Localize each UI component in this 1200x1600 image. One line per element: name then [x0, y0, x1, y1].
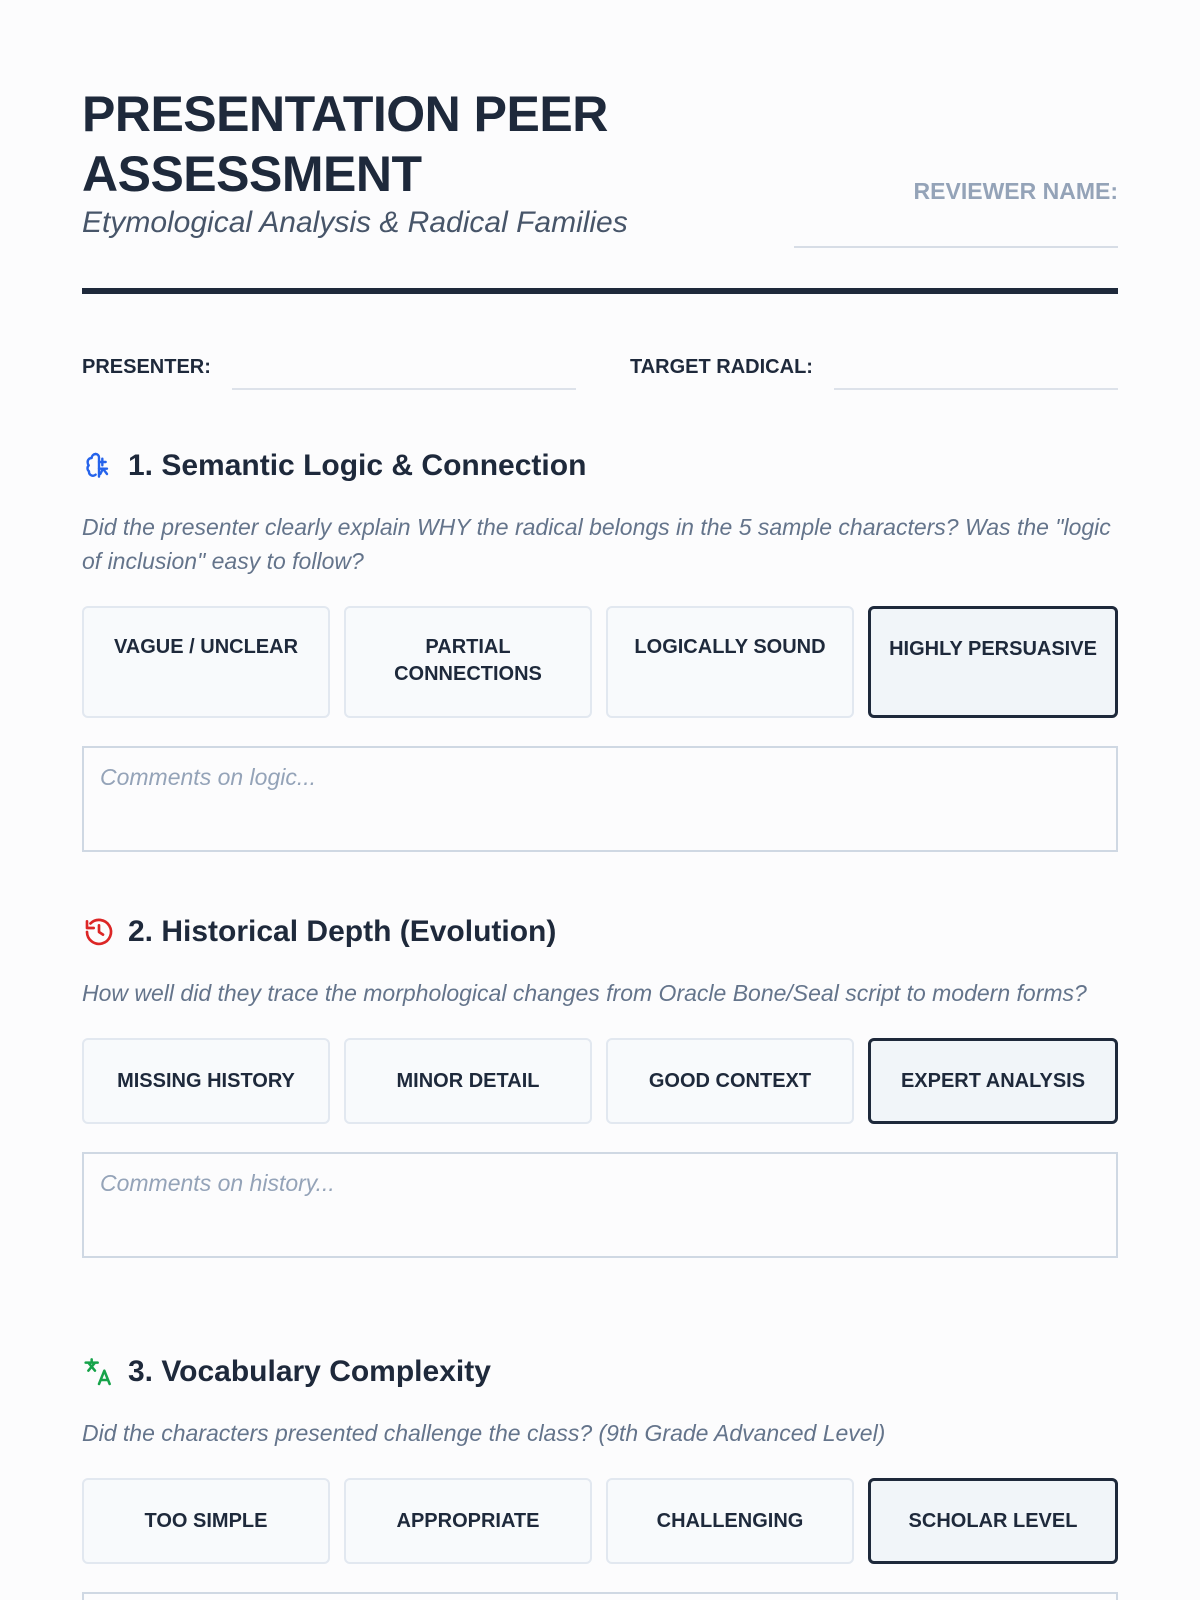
- rating-option-challenging[interactable]: CHALLENGING: [606, 1478, 854, 1564]
- presenter-row: [82, 356, 1118, 392]
- rating-option-sound[interactable]: LOGICALLY SOUND: [606, 606, 854, 718]
- history-icon: [82, 915, 116, 949]
- rating-option-partial[interactable]: PARTIAL CONNECTIONS: [344, 606, 592, 718]
- history-comments-input[interactable]: [82, 1152, 1118, 1258]
- header-divider: [82, 288, 1118, 294]
- reviewer-name-field[interactable]: [794, 246, 1118, 248]
- rating-option-scholar[interactable]: SCHOLAR LEVEL: [868, 1478, 1118, 1564]
- target-radical-field[interactable]: [834, 388, 1118, 390]
- section-title: 2. Historical Depth (Evolution): [128, 915, 557, 948]
- section-title: 3. Vocabulary Complexity: [128, 1355, 491, 1388]
- rating-options: [82, 1038, 1118, 1124]
- page-title: PRESENTATION PEER ASSESSMENT: [82, 86, 608, 202]
- section-header: [82, 1352, 1118, 1392]
- rating-option-minor[interactable]: MINOR DETAIL: [344, 1038, 592, 1124]
- rating-option-persuasive[interactable]: HIGHLY PERSUASIVE: [868, 606, 1118, 718]
- section-header: [82, 912, 1118, 952]
- vocabulary-comments-input[interactable]: [82, 1592, 1118, 1600]
- section-description: Did the characters presented challenge the class? (9th Grade Advanced Level): [82, 1420, 886, 1446]
- section-header: [82, 446, 1118, 486]
- rating-options: [82, 1478, 1118, 1564]
- rating-options: [82, 606, 1118, 718]
- reviewer-name-label: REVIEWER NAME:: [913, 178, 1118, 204]
- rating-option-vague[interactable]: VAGUE / UNCLEAR: [82, 606, 330, 718]
- rating-option-appropriate[interactable]: APPROPRIATE: [344, 1478, 592, 1564]
- translate-icon: [82, 1355, 116, 1389]
- rating-option-missing[interactable]: MISSING HISTORY: [82, 1038, 330, 1124]
- target-radical-label: TARGET RADICAL:: [630, 356, 813, 378]
- brain-icon: [82, 449, 116, 483]
- section-semantic-logic: [82, 446, 1118, 852]
- presenter-label: PRESENTER:: [82, 356, 211, 378]
- section-description: How well did they trace the morphological changes from Oracle Bone/Seal script to modern forms?: [82, 980, 1087, 1006]
- section-description: Did the presenter clearly explain WHY the radical belongs in the 5 sample characters? Was the "logic of inclusion" easy to follow?: [82, 514, 1111, 574]
- section-title: 1. Semantic Logic & Connection: [128, 449, 587, 482]
- section-historical-depth: [82, 912, 1118, 1258]
- form-header: [82, 0, 1118, 300]
- section-vocabulary: [82, 1352, 1118, 1600]
- rating-option-expert[interactable]: EXPERT ANALYSIS: [868, 1038, 1118, 1124]
- presenter-field[interactable]: [232, 388, 576, 390]
- rating-option-too-simple[interactable]: TOO SIMPLE: [82, 1478, 330, 1564]
- logic-comments-input[interactable]: [82, 746, 1118, 852]
- page-subtitle: Etymological Analysis & Radical Families: [82, 206, 628, 239]
- rating-option-good[interactable]: GOOD CONTEXT: [606, 1038, 854, 1124]
